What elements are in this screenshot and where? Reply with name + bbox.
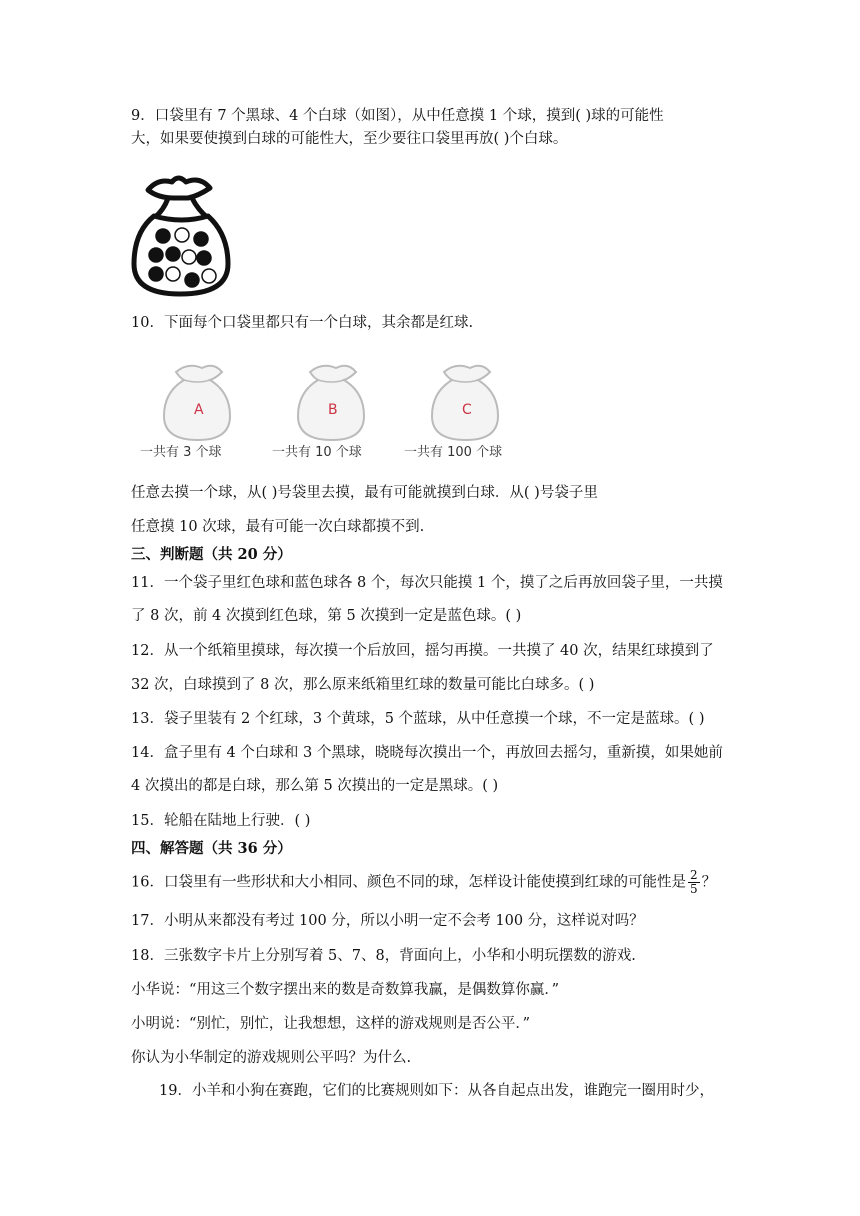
white-ball	[175, 228, 189, 242]
black-ball	[156, 229, 170, 243]
q15: 15．轮船在陆地上行驶．( )	[131, 813, 311, 829]
black-ball	[185, 273, 199, 287]
ball-bag-figure	[128, 172, 234, 298]
black-ball	[149, 267, 163, 281]
bag-a-letter: A	[194, 402, 204, 418]
black-ball	[197, 251, 211, 265]
q9-line2: 大，如果要使摸到白球的可能性大，至少要往口袋里再放( )个白球。	[131, 131, 568, 147]
q13: 13．袋子里装有 2 个红球，3 个黄球，5 个蓝球，从中任意摸一个球，不一定是蓝球。( )	[131, 711, 705, 727]
bag-a-caption: 一共有 3 个球	[140, 445, 222, 460]
bag-c-caption: 一共有 100 个球	[404, 445, 503, 460]
bag-b-letter: B	[328, 402, 338, 418]
q16-tail: ？	[701, 874, 717, 891]
black-ball	[194, 232, 208, 246]
q14-line1: 14．盒子里有 4 个白球和 3 个黑球，晓晓每次摸出一个，再放回去摇匀，重新摸，如果她前	[131, 745, 723, 761]
q16-text: 16．口袋里有一些形状和大小相同、颜色不同的球，怎样设计能使摸到红球的可能性是	[131, 874, 686, 891]
white-ball	[202, 269, 216, 283]
black-ball	[149, 248, 163, 262]
bag-b	[298, 366, 364, 440]
fraction-denominator: 5	[689, 882, 698, 896]
q12-line2: 32 次，白球摸到了 8 次，那么原来纸箱里红球的数量可能比白球多。( )	[131, 677, 595, 693]
bag-c	[432, 366, 498, 440]
q19: 19．小羊和小狗在赛跑，它们的比赛规则如下：从各自起点出发，谁跑完一圈用时少，	[159, 1083, 714, 1099]
section3-heading: 三、判断题（共 20 分）	[131, 546, 292, 563]
bag-a	[164, 366, 230, 440]
three-bags-figure	[140, 356, 530, 466]
q11-line2: 了 8 次，前 4 次摸到红色球，第 5 次摸到一定是蓝色球。( )	[131, 608, 522, 624]
fraction-numerator: 2	[689, 868, 698, 882]
q14-line2: 4 次摸出的都是白球，那么第 5 次摸出的一定是黑球。( )	[131, 778, 499, 794]
q10-intro: 10．下面每个口袋里都只有一个白球，其余都是红球.	[131, 315, 474, 331]
q18-line1: 18．三张数字卡片上分别写着 5、7、8，背面向上，小华和小明玩摆数的游戏.	[131, 948, 636, 964]
q18-line2: 小华说：“用这三个数字摆出来的数是奇数算我赢，是偶数算你赢．”	[131, 982, 560, 998]
black-ball	[166, 247, 180, 261]
q17: 17．小明从来都没有考过 100 分，所以小明一定不会考 100 分，这样说对吗？	[131, 913, 644, 929]
q18-line3: 小明说：“别忙，别忙，让我想想，这样的游戏规则是否公平．”	[131, 1016, 531, 1032]
q16	[131, 869, 716, 896]
bag-c-letter: C	[462, 402, 472, 418]
white-ball	[166, 267, 180, 281]
bag-b-caption: 一共有 10 个球	[272, 445, 362, 460]
q10-line1: 任意去摸一个球，从( )号袋里去摸，最有可能就摸到白球．从( )号袋子里	[131, 485, 598, 501]
q10-line2: 任意摸 10 次球，最有可能一次白球都摸不到.	[131, 519, 425, 535]
section4-heading: 四、解答题（共 36 分）	[131, 840, 292, 857]
q12-line1: 12．从一个纸箱里摸球，每次摸一个后放回，摇匀再摸。一共摸了 40 次，结果红球摸到了	[131, 643, 714, 659]
q9-line1: 9．口袋里有 7 个黑球、4 个白球（如图），从中任意摸 1 个球，摸到( )球的可能性	[131, 108, 664, 124]
q11-line1: 11．一个袋子里红色球和蓝色球各 8 个，每次只能摸 1 个，摸了之后再放回袋子里，一共摸	[131, 575, 723, 591]
white-ball	[182, 250, 196, 264]
fraction-two-fifths	[688, 869, 700, 896]
q18-line4: 你认为小华制定的游戏规则公平吗？为什么.	[131, 1050, 412, 1066]
